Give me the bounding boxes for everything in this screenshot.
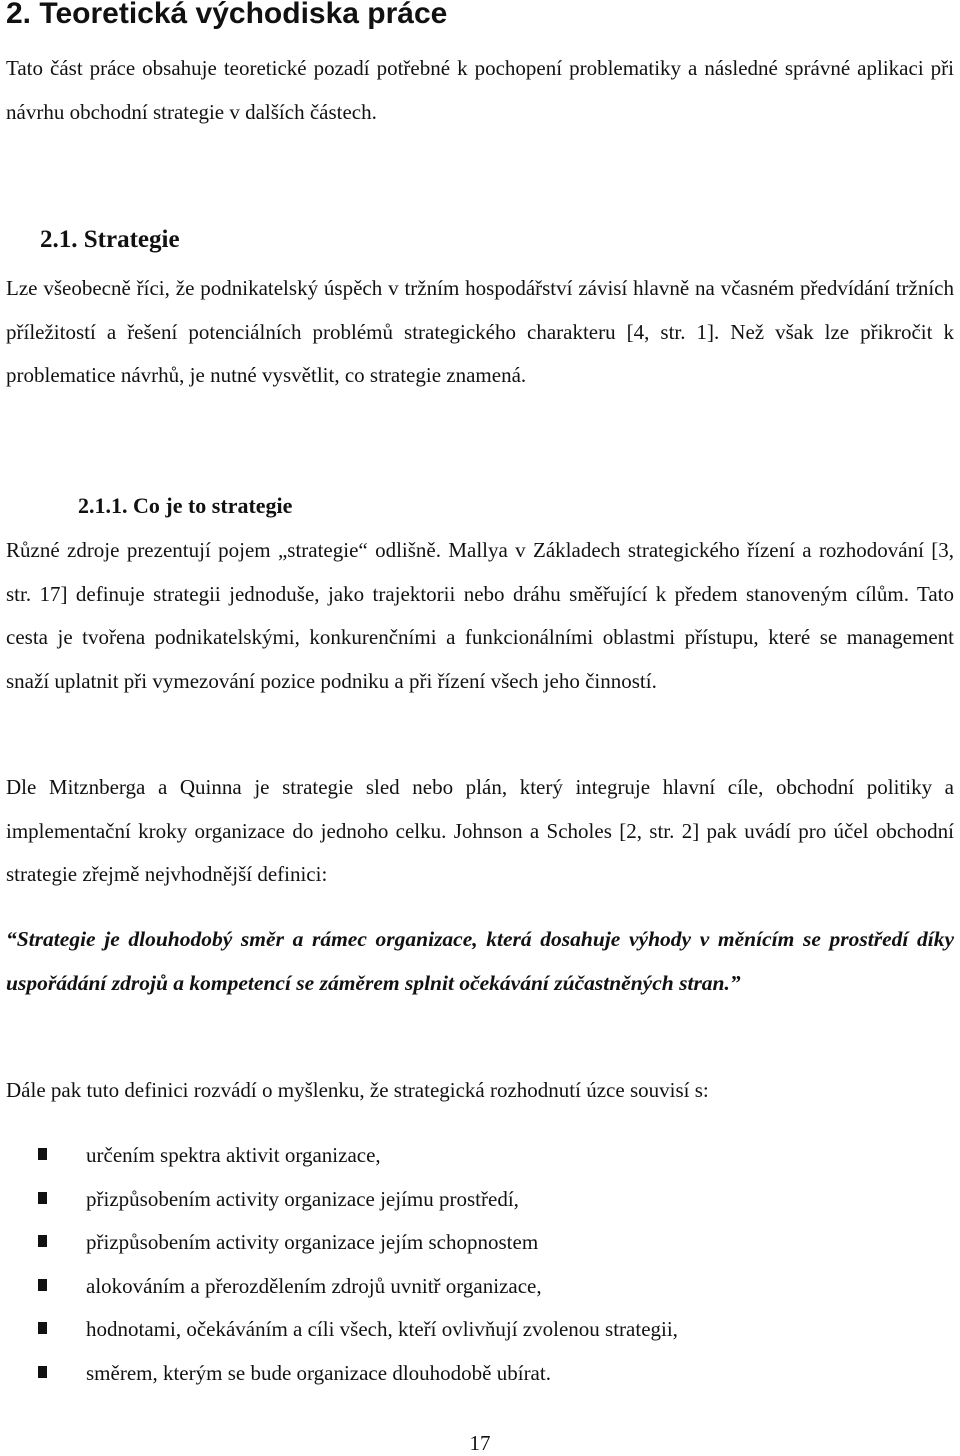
intro-paragraph: Tato část práce obsahuje teoretické pozadí potřebné k pochopení problematiky a následné správné aplikaci při návrhu obchodní strategie v dalších částech. [6, 56, 954, 124]
decision-list [38, 1134, 678, 1395]
list-item-text: přizpůsobením activity organizace jejímu prostředí, [86, 1186, 519, 1211]
square-bullet-icon [38, 1235, 47, 1247]
mallya-paragraph: Různé zdroje prezentují pojem „strategie“ odlišně. Mallya v Základech strategického řízení a rozhodování [3, str. 17] definuje strategii jednoduše, jako trajektorii nebo dráhu směřující k předem stanoveným cílům. Tato cesta je tvořena podnikatelskými, konkurenčními a funkcionálními oblastmi přístupu, které se management snaží uplatnit při vymezování pozice podniku a při řízení všech jeho činností. [6, 538, 954, 693]
list-item [38, 1308, 678, 1352]
square-bullet-icon [38, 1148, 47, 1160]
list-item [38, 1352, 678, 1396]
chapter-heading: 2. Teoretická východiska práce [6, 0, 448, 30]
square-bullet-icon [38, 1322, 47, 1334]
list-item-text: alokováním a přerozdělením zdrojů uvnitř organizace, [86, 1273, 542, 1298]
list-item [38, 1178, 678, 1222]
elaboration-paragraph: Dále pak tuto definici rozvádí o myšlenku, že strategická rozhodnutí úzce souvisí s: [6, 1078, 709, 1102]
list-item [38, 1134, 678, 1178]
list-item [38, 1221, 678, 1265]
section-paragraph: Lze všeobecně říci, že podnikatelský úspěch v tržním hospodářství závisí hlavně na včasném předvídání tržních příležitostí a řešení potenciálních problémů strategického charakteru [4, str. 1]. Než však lze přikročit k problematice návrhů, je nutné vysvětlit, co strategie znamená. [6, 276, 954, 387]
list-item-text: hodnotami, očekáváním a cíli všech, kteří ovlivňují zvolenou strategii, [86, 1317, 678, 1341]
square-bullet-icon [38, 1279, 47, 1291]
square-bullet-icon [38, 1192, 47, 1204]
list-item [38, 1265, 678, 1309]
definition-quote: “Strategie je dlouhodobý směr a rámec organizace, která dosahuje výhody v měnícím se prostředí díky uspořádání zdrojů a kompetencí se záměrem splnit očekávání zúčastněných stran.” [6, 927, 954, 995]
list-item-text: směrem, kterým se bude organizace dlouhodobě ubírat. [86, 1360, 551, 1385]
section-heading: 2.1. Strategie [40, 226, 180, 253]
list-item-text: přizpůsobením activity organizace jejím schopnostem [86, 1230, 539, 1254]
list-item-text: určením spektra aktivit organizace, [86, 1143, 381, 1167]
square-bullet-icon [38, 1366, 47, 1378]
page-number: 17 [469, 1431, 491, 1455]
subsection-heading: 2.1.1. Co je to strategie [78, 493, 293, 518]
mintzberg-paragraph: Dle Mitznberga a Quinna je strategie sled nebo plán, který integruje hlavní cíle, obchodní politiky a implementační kroky organizace do jednoho celku. Johnson a Scholes [2, str. 2] pak uvádí pro účel obchodní strategie zřejmě nejvhodnější definici: [6, 775, 954, 886]
